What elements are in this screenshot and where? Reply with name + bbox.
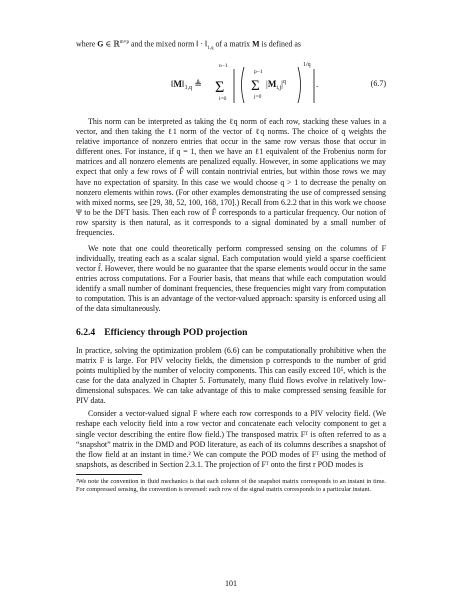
section-number: 6.2.4 (76, 327, 96, 339)
svg-text:n−1: n−1 (219, 63, 228, 70)
svg-text:i=0: i=0 (219, 96, 227, 103)
intro-line: where G ∈ ℝ$^{m\times p}$ and the mixed norm ‖ · $‖_{1,q}$ of a matrix M is defined as (76, 39, 301, 52)
svg-text:|Mi,j|q: $|M_{i,j}|^q$ (266, 79, 286, 92)
equation-number: (6.7) (370, 79, 386, 89)
section-title: Efficiency through POD projection (104, 327, 248, 339)
svg-text:1/q: 1/q (303, 62, 311, 69)
equation-6-7 (76, 56, 386, 112)
svg-text:p−1: p−1 (254, 69, 263, 76)
svg-text:‖M‖1,q ≜: $‖M‖_{1,q}$ ≜ (171, 79, 202, 92)
section-heading (76, 327, 386, 338)
svg-text:j=0: j=0 (254, 94, 262, 101)
footnote: ²We note the convention in fluid mechanics is that each column of the snapshot matrix corresponds to an instant in time. For compressed sensing, the convention is reversed: each row of the signal matrix corresponds to a particular instant. (76, 477, 386, 493)
svg-text:Σ: Σ (215, 79, 225, 97)
paragraph-efficiency: In practice, solving the optimization problem (6.6) can be computationally prohibitive when the matrix F is large. For PIV velocity fields, the dimension p corresponds to the number of grid points multiplied by the number of velocity components. This can easily exceed 10⁵, which is the case for the data analyzed in Chapter 5. Fortunately, many fluid flows evolve in relatively low-dimensional subspaces. We can take advantage of this to make compressed sensing feasible for PIV data. (76, 346, 386, 406)
footnote-rule (76, 474, 142, 475)
equation-graphic (76, 56, 386, 112)
svg-text:Σ: Σ (251, 78, 260, 95)
svg-text:.: . (316, 79, 319, 90)
paragraph-columns-note: We note that one could theoretically perform compressed sensing on the columns of F individually, treating each as a scalar signal. Each computation would yield a sparse coefficient vector f̂. However, there would be no guarantee that the sparse elements would occur in the same entries across computations. For a Fourier basis, that means that while each computation would identify a small number of dominant frequencies, these frequencies might vary from computation to computation. This is an advantage of the vector-valued approach: sparsity is enforced using all of the data simultaneously. (76, 243, 386, 314)
paragraph-norm-interpretation: This norm can be interpreted as taking the ℓq norm of each row, stacking these values in a vector, and then taking the ℓ1 norm of the vector of ℓq norms. The choice of q weights the relative importance of nonzero entries that occur in the same row versus those that occur in different ones. For instance, if q = 1, then we have an ℓ1 equivalent of the Frobenius norm for matrices and all nonzero elements are penalized equally. However, in some applications we may expect that only a few rows of F̂ will contain nontrivial entries, but within those rows we may have no expectation of sparsity. In this case we would choose q > 1 to decrease the penalty on nonzero elements within rows. (For other examples demonstrating the use of compressed sensing with mixed norms, see [29, 38, 52, 100, 168, 170].) Recall from 6.2.2 that in this work we choose Ψ to be the DFT basis. Then each row of F̂ corresponds to a particular frequency. Our notion of row sparsity is then natural, as it corresponds to a signal dominated by a small number of frequencies. (76, 117, 386, 237)
page-number: 101 (225, 579, 237, 588)
paragraph-vector-signal: Consider a vector-valued signal F where each row corresponds to a PIV velocity field. (We reshape each velocity field into a row vector and concatenate each velocity component to get a single vector describing the entire flow field.) The transposed matrix Fᵀ is often referred to as a “snapshot” matrix in the DMD and POD literature, as each of its columns describes a snapshot of the flow field at an instant in time.² We can compute the POD modes of Fᵀ using the method of snapshots, as described in Section 2.3.1. The projection of Fᵀ onto the first r POD modes is (76, 409, 386, 469)
paper-page (76, 38, 386, 586)
